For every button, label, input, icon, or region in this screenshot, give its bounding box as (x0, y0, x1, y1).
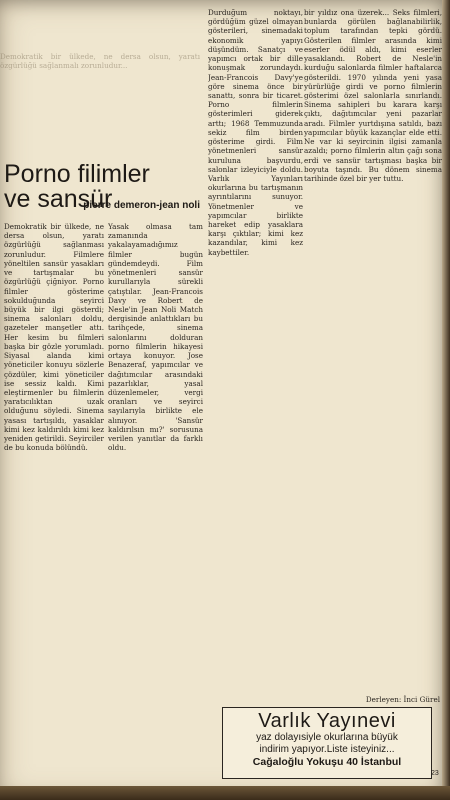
ad-address: Cağaloğlu Yokuşu 40 İstanbul (252, 756, 402, 768)
page-number: 23 (431, 770, 439, 777)
article-title-line-1: Porno filimler (4, 159, 150, 188)
column-4-text: bir yıldız ona üzerek... Seks filmleri, bunlarda görülen bağlanabilirlik, toplum tarafından tepki gördü. Gösterilen filmler arasında kimi eserler ödül aldı, kimi eserler yasaklandı. Robert de Nesle'in kurduğu salonlarda filmler haftalarca gösterildi. 1970 yılında yeni yasa yürürlüğe girdi ve porno filmlerin gösterimi özel salonlarla sınırlandı. Sinema sahipleri bu karara karşı çıktı, dağıtımcılar yeni pazarlar aradı. Filmler yurtdışına satıldı, bazı yapımcılar büyük kazançlar elde etti. Ne var ki seyircinin ilgisi zamanla azaldı; porno filmlerin altın çağı sona erdi ve sansür tartışması başka bir boyuta taşındı. Bu dönem sinema tarihinde özel bir yer tuttu. (304, 8, 442, 183)
page-bottom-edge (0, 786, 450, 800)
article-title-line-2: ve sansür (4, 184, 113, 213)
ad-line-1: yaz dolayısiyle okurlarına büyük (256, 732, 398, 743)
article-signature: Derleyen: İnci Gürel (365, 695, 440, 704)
column-1-text: Demokratik bir ülkede, ne dersa olsun, yaratı özgürlüğü sağlanması zorunludur. Filmlere yöneltilen sansür yasakları ve tartışmalar bu özgürlüğü çiğniyor. Porno filmler gösterime sokulduğunda seyirci büyük bir ilgi gösterdi; sinema salonları doldu, gazeteler manşetler attı. Her kesim bu filmleri başka bir gözle yorumladı. Siyasal alanda kimi yöneticiler konuyu sözlerle çözdüler, kimi yöneticiler ise sessiz kaldı. Kimi eleştirmenler bu filmlerin yaratıcılıktan uzak olduğunu söyledi. Sinema yasası tartışıldı, yasaklar kimi kez kaldırıldı kimi kez yeniden getirildi. Seyirciler de bu konuda bölündü. (4, 222, 104, 453)
article-column-2 (108, 222, 203, 782)
article-column-3 (208, 8, 303, 688)
ad-title: Varlık Yayınevi (258, 710, 396, 732)
column-2-text: Yasak olmasa tam zamanında yakalayamadığımız filmler bugün gündemdeydi. Film yönetmenleri sansür kurullarıyla sürekli çatıştılar. Jean-Francois Davy ve Robert de Nesle'in Jean Noli Match dergisinde anlattıkları bu tarihçede, sinema salonlarını dolduran porno filmlerin hikayesi ortaya konuyor. Jose Benazeraf, yapımcılar ve dağıtımcılar arasındaki pazarlıklar, yasal düzenlemeler, vergi oranları ve seyirci sayılarıyla birlikte ele alınıyor. 'Sansür kaldırılsın mı?' sorusuna verilen yanıtlar da farklı oldu. (108, 222, 203, 453)
article-column-4 (304, 8, 442, 698)
ad-line-2: indirim yapıyor.Liste isteyiniz... (259, 744, 395, 755)
column-3-text: Durduğum noktayı, gördüğüm güzel olmayan gösterileri, sinemadaki ekonomik yapıyı düşündüm. Sanatçı ve yapımcı ortak bir dille konuşmak zorundaydı. Jean-Francois Davy'ye göre sinema önce bir sanattı, sonra bir ticaret. Porno filmlerin gösterimleri giderek arttı; 1968 Temmuzunda sekiz film birden gösterime girdi. Film yönetmenleri sansür kuruluna başvurdu, salonlar izleyiciyle doldu. Varlık Yayınları okurlarına bu tartışmanın ayrıntılarını sunuyor. Yönetmenler ve yapımcılar birlikte hareket edip yasaklara karşı çıktılar; kimi kez kazandılar, kimi kez kaybettiler. (208, 8, 303, 257)
previous-article-text: Demokratik bir ülkede, ne dersa olsun, yaratı özgürlüğü sağlanmalı zorunludur... (0, 52, 200, 71)
article-column-1 (4, 222, 104, 782)
article-byline: pierre demeron-jean noli (83, 200, 200, 211)
page-binding (442, 0, 450, 800)
varlik-advertisement (222, 707, 432, 779)
